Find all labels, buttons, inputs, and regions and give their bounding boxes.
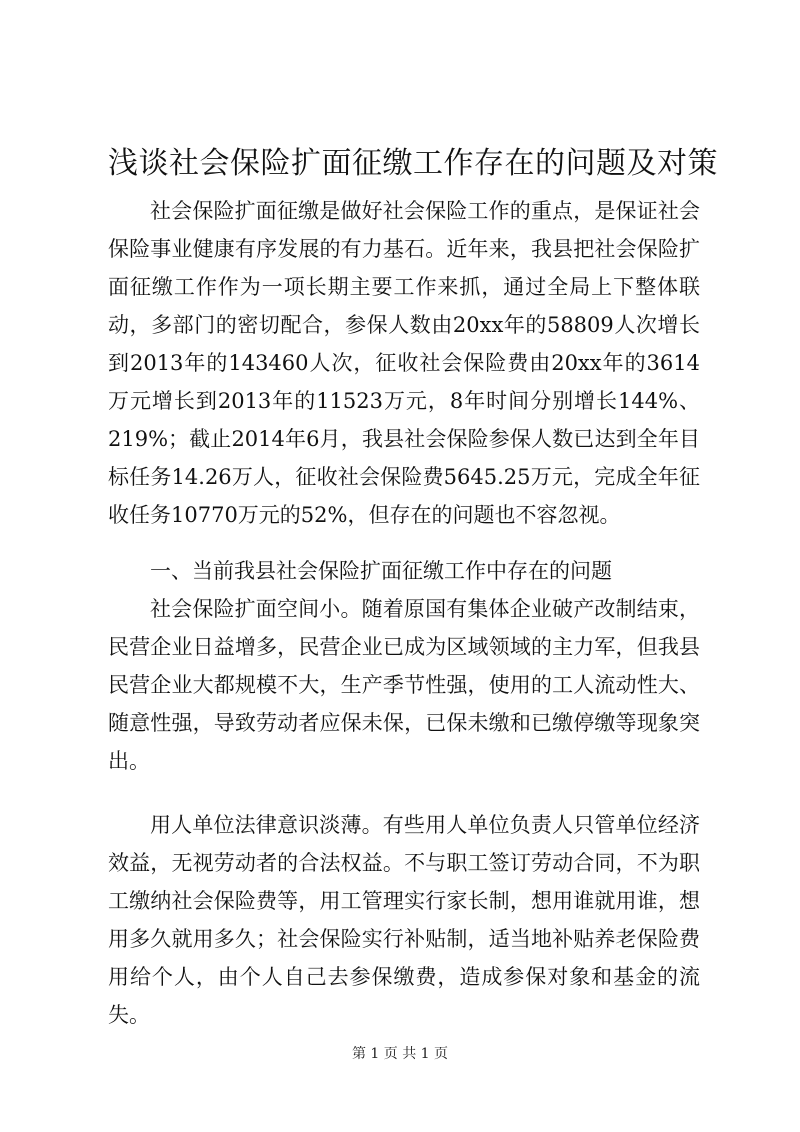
paragraph-expansion-space: 社会保险扩面空间小。随着原国有集体企业破产改制结束，民营企业日益增多，民营企业已成为区域领域的主力军，但我县民营企业大都规模不大，生产季节性强，使用的工人流动性大、随意性强，导致劳动者应保未保，已保未缴和已缴停缴等现象突出。	[108, 597, 700, 773]
paragraph-intro: 社会保险扩面征缴是做好社会保险工作的重点，是保证社会保险事业健康有序发展的有力基石。近年来，我县把社会保险扩面征缴工作作为一项长期主要工作来抓，通过全局上下整体联动，多部门的密切配合，参保人数由20xx年的58809人次增长到2013年的143460人次，征收社会保险费由20xx年的3614万元增长到2013年的11523万元，8年时间分别增长144%、219%；截止2014年6月，我县社会保险参保人数已达到全年目标任务14.26万人，征收社会保险费5645.25万元，完成全年征收任务10770万元的52%，但存在的问题也不容忽视。	[108, 199, 700, 527]
page-footer: 第 1 页 共 1 页	[351, 1046, 449, 1062]
paragraph-legal-awareness: 用人单位法律意识淡薄。有些用人单位负责人只管单位经济效益，无视劳动者的合法权益。不与职工签订劳动合同，不为职工缴纳社会保险费等，用工管理实行家长制，想用谁就用谁，想用多久就用多久；社会保险实行补贴制，适当地补贴养老保险费用给个人，由个人自己去参保缴费，造成参保对象和基金的流失。	[108, 813, 700, 1027]
problem-section-2	[108, 806, 700, 1034]
section-heading-problems: 一、当前我县社会保险扩面征缴工作中存在的问题	[150, 559, 612, 583]
intro-section	[108, 192, 700, 534]
document-title: 浅谈社会保险扩面征缴工作存在的问题及对策	[108, 146, 718, 181]
problem-section-1	[108, 590, 700, 780]
